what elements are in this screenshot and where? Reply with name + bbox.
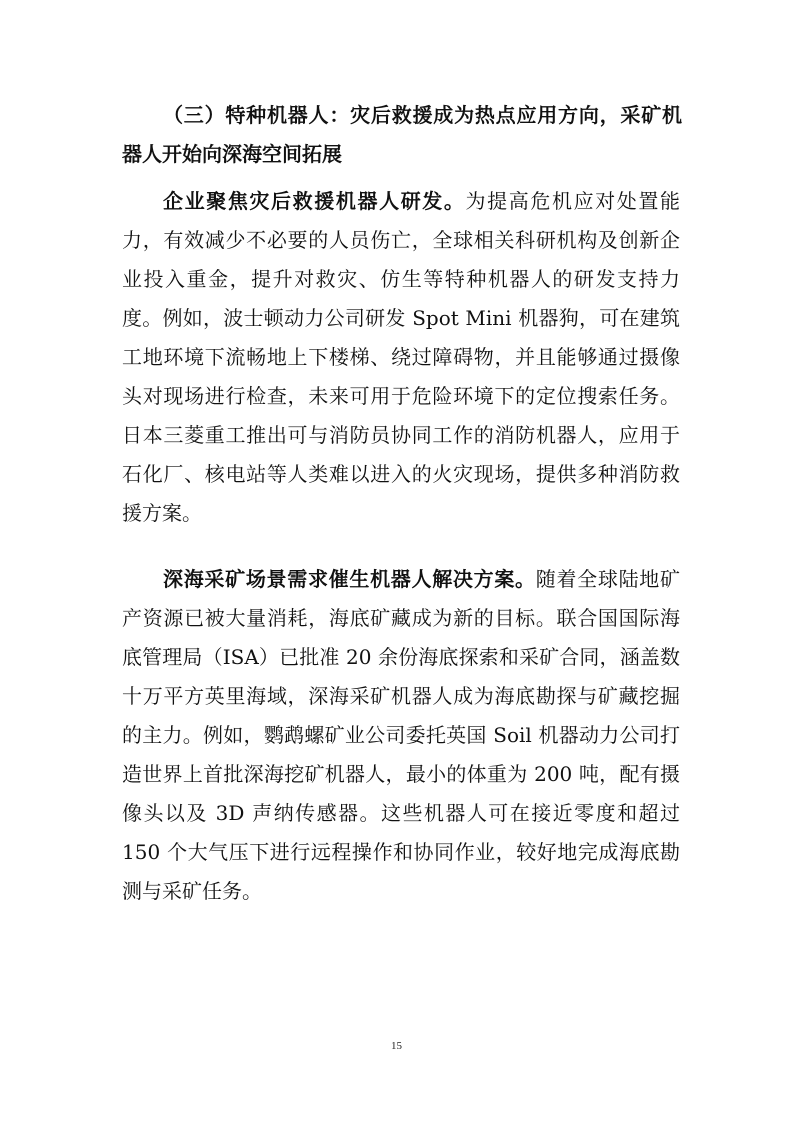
paragraph-deep-sea-mining bbox=[122, 560, 680, 911]
paragraph-body: 为提高危机应对处置能力，有效减少不必要的人员伤亡，全球相关科研机构及创新企业投入重金，提升对救灾、仿生等特种机器人的研发支持力度。例如，波士顿动力公司研发 Spot Mini 机器狗，可在建筑工地环境下流畅地上下楼梯、绕过障碍物，并且能够通过摄像头对现场进行检查，未来可用于危险环境下的定位搜索任务。日本三菱重工推出可与消防员协同工作的消防机器人，应用于石化厂、核电站等人类难以进入的火灾现场，提供多种消防救援方案。 bbox=[122, 189, 681, 525]
paragraph-body: 随着全球陆地矿产资源已被大量消耗，海底矿藏成为新的目标。联合国国际海底管理局（ISA）已批准 20 余份海底探索和采矿合同，涵盖数十万平方英里海域，深海采矿机器人成为海底勘探与矿藏挖掘的主力。例如，鹦鹉螺矿业公司委托英国 Soil 机器动力公司打造世界上首批深海挖矿机器人，最小的体重为 200 吨，配有摄像头以及 3D 声纳传感器。这些机器人可在接近零度和超过 150 个大气压下进行远程操作和协同作业，较好地完成海底勘测与采矿任务。 bbox=[122, 567, 680, 903]
paragraph-lead: 企业聚焦灾后救援机器人研发。 bbox=[163, 189, 466, 213]
paragraph-rescue-robots bbox=[122, 182, 680, 533]
paragraph-lead: 深海采矿场景需求催生机器人解决方案。 bbox=[163, 567, 536, 591]
section-heading: （三）特种机器人：灾后救援成为热点应用方向，采矿机器人开始向深海空间拓展 bbox=[122, 103, 682, 166]
page-number: 15 bbox=[391, 1040, 402, 1052]
